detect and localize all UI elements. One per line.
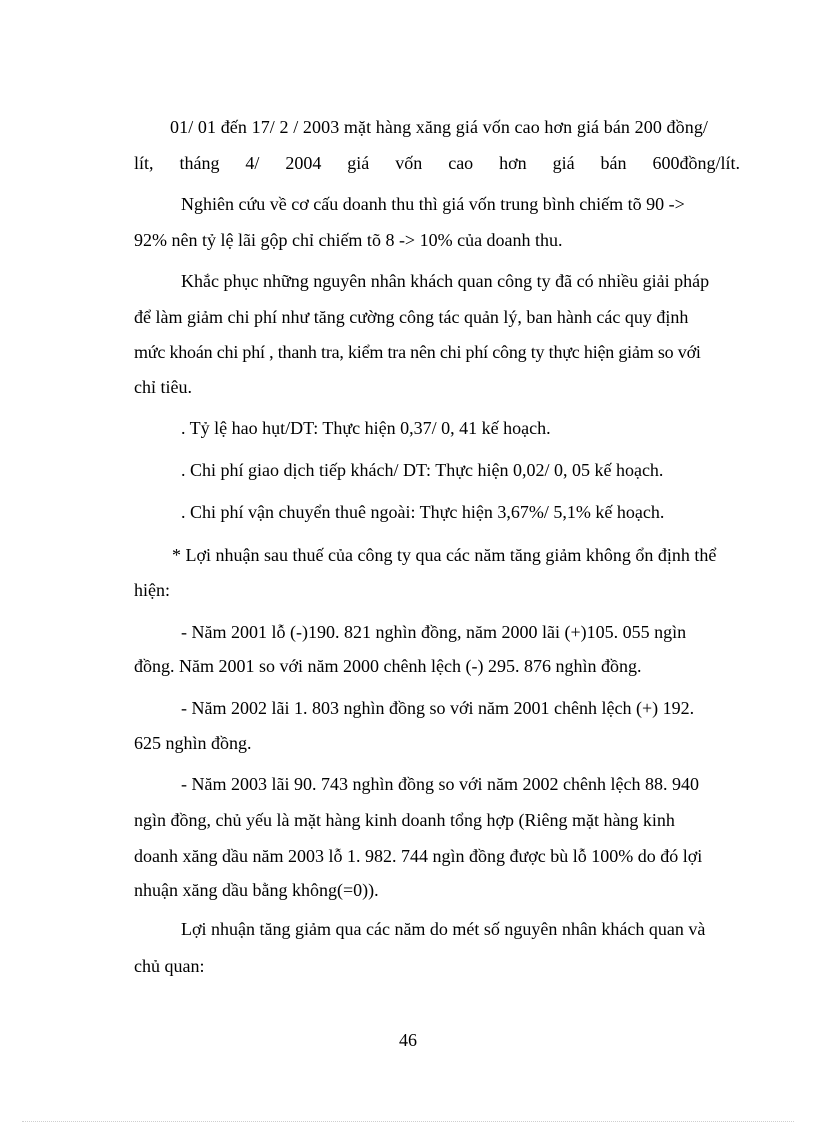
text-line: . Chi phí vận chuyển thuê ngoài: Thực hiện 3,67%/ 5,1% kế hoạch. (181, 502, 665, 522)
text-line: . Tỷ lệ hao hụt/DT: Thực hiện 0,37/ 0, 41 kế hoạch. (181, 418, 551, 438)
text-line: chủ quan: (134, 956, 205, 976)
text-line: 01/ 01 đến 17/ 2 / 2003 mặt hàng xăng giá vốn cao hơn giá bán 200 đồng/ (170, 117, 709, 137)
text-line: nhuận xăng dầu bằng không(=0)). (134, 880, 379, 900)
text-line: ngìn đồng, chủ yếu là mặt hàng kinh doanh tổng hợp (Riêng mặt hàng kinh (134, 810, 675, 830)
text-line: 92% nên tỷ lệ lãi gộp chỉ chiếm tõ 8 -> 10% của doanh thu. (134, 230, 563, 250)
text-line: Nghiên cứu về cơ cấu doanh thu thì giá vốn trung bình chiếm tõ 90 -> (181, 194, 685, 214)
text-line: Lợi nhuận tăng giảm qua các năm do mét số nguyên nhân khách quan và (181, 919, 706, 939)
text-line: Khắc phục những nguyên nhân khách quan công ty đã có nhiều giải pháp (181, 271, 710, 291)
page-bottom-divider (22, 1121, 794, 1122)
text-line: hiện: (134, 580, 170, 600)
text-line: mức khoán chi phí , thanh tra, kiểm tra nên chi phí công ty thực hiện giảm so với (134, 342, 701, 362)
text-line: - Năm 2001 lỗ (-)190. 821 nghìn đồng, năm 2000 lãi (+)105. 055 ngìn (181, 622, 687, 642)
text-line: - Năm 2003 lãi 90. 743 nghìn đồng so với năm 2002 chênh lệch 88. 940 (181, 774, 699, 794)
text-line: đồng. Năm 2001 so với năm 2000 chênh lệch (-) 295. 876 nghìn đồng. (134, 656, 642, 676)
text-line: . Chi phí giao dịch tiếp khách/ DT: Thực hiện 0,02/ 0, 05 kế hoạch. (181, 460, 664, 480)
text-line: 625 nghìn đồng. (134, 733, 252, 753)
text-line: lít, tháng 4/ 2004 giá vốn cao hơn giá bán 600đồng/lít. (134, 153, 740, 173)
text-line: chỉ tiêu. (134, 377, 192, 397)
text-line: doanh xăng dầu năm 2003 lỗ 1. 982. 744 ngìn đồng được bù lỗ 100% do đó lợi (134, 846, 703, 866)
text-line: - Năm 2002 lãi 1. 803 nghìn đồng so với năm 2001 chênh lệch (+) 192. (181, 698, 695, 718)
text-line: * Lợi nhuận sau thuế của công ty qua các năm tăng giảm không ổn định thể (172, 545, 717, 565)
page-number: 46 (399, 1030, 417, 1050)
text-line: để làm giảm chi phí như tăng cường công tác quản lý, ban hành các quy định (134, 307, 689, 327)
